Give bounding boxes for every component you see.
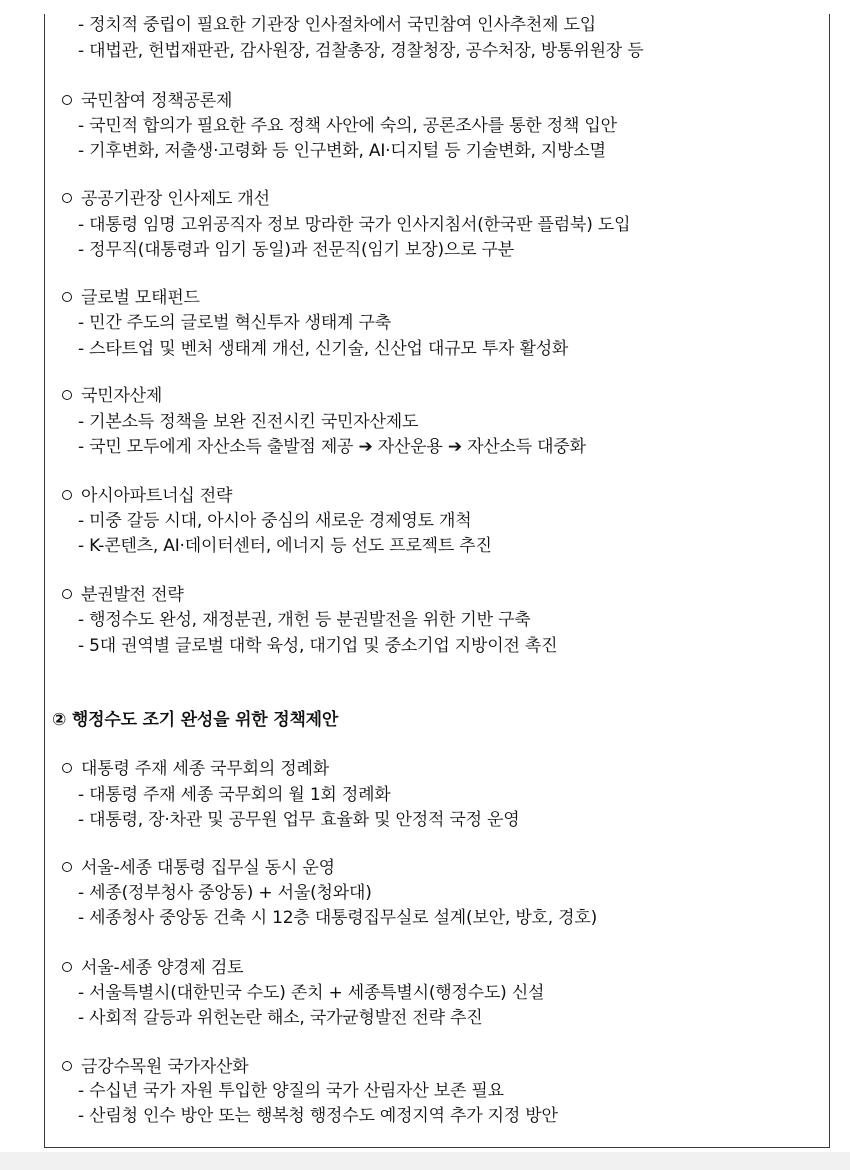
list-item: - 민간 주도의 글로벌 혁신투자 생태계 구축 [78, 313, 391, 333]
list-item: - K-콘텐츠, AI·데이터센터, 에너지 등 선도 프로젝트 추진 [78, 536, 492, 556]
bullet-heading-text: 서울-세종 양경제 검토 [81, 958, 244, 978]
list-item: - 정치적 중립이 필요한 기관장 인사절차에서 국민참여 인사추천제 도입 [78, 15, 597, 35]
list-item: - 산림청 인수 방안 또는 행복청 행정수도 예정지역 추가 지정 방안 [78, 1106, 558, 1126]
circle-bullet-icon [62, 962, 72, 972]
list-item: - 세종(정부청사 중앙동) + 서울(청와대) [78, 883, 372, 903]
bullet-heading [62, 385, 162, 407]
list-item: - 대법관, 헌법재판관, 감사원장, 검찰총장, 경찰청장, 공수처장, 방통위원장 등 [78, 41, 644, 61]
list-item: - 정무직(대통령과 임기 동일)과 전문직(임기 보장)으로 구분 [78, 240, 514, 260]
list-item: - 대통령, 장·차관 및 공무원 업무 효율화 및 안정적 국정 운영 [78, 810, 520, 830]
circle-bullet-icon [62, 490, 72, 500]
bullet-heading [62, 957, 243, 979]
bullet-heading-text: 국민참여 정책공론제 [81, 91, 233, 111]
circle-bullet-icon [62, 95, 72, 105]
bullet-heading [62, 758, 329, 780]
circle-bullet-icon [62, 589, 72, 599]
bullet-heading [62, 584, 184, 606]
circle-bullet-icon [62, 193, 72, 203]
bullet-heading [62, 485, 232, 507]
circle-bullet-icon [62, 390, 72, 400]
circle-bullet-icon [62, 1061, 72, 1071]
circle-bullet-icon [62, 763, 72, 773]
list-item: - 대통령 임명 고위공직자 정보 망라한 국가 인사지침서(한국판 플럼북) 도입 [78, 215, 631, 235]
list-item: - 국민 모두에게 자산소득 출발점 제공 ➔ 자산운용 ➔ 자산소득 대중화 [78, 437, 586, 457]
list-item: - 국민적 합의가 필요한 주요 정책 사안에 숙의, 공론조사를 통한 정책 입안 [78, 116, 617, 136]
list-item: - 대통령 주재 세종 국무회의 월 1회 정례화 [78, 785, 391, 805]
list-item: - 미중 갈등 시대, 아시아 중심의 새로운 경제영토 개척 [78, 511, 472, 531]
bullet-heading [62, 90, 232, 112]
circle-bullet-icon [62, 292, 72, 302]
bullet-heading-text: 분권발전 전략 [81, 585, 184, 605]
bullet-heading [62, 287, 200, 309]
bullet-heading [62, 1056, 248, 1078]
list-item: - 기후변화, 저출생·고령화 등 인구변화, AI·디지털 등 기술변화, 지방소멸 [78, 141, 606, 161]
list-item: - 5대 권역별 글로벌 대학 육성, 대기업 및 중소기업 지방이전 촉진 [78, 636, 558, 656]
bullet-heading-text: 글로벌 모태펀드 [81, 288, 200, 308]
list-item: - 서울특별시(대한민국 수도) 존치 + 세종특별시(행정수도) 신설 [78, 983, 545, 1003]
bullet-heading-text: 서울-세종 대통령 집무실 동시 운영 [81, 858, 335, 878]
bullet-heading-text: 국민자산제 [81, 386, 163, 406]
list-item: - 세종청사 중앙동 건축 시 12층 대통령집무실로 설계(보안, 방호, 경호) [78, 908, 598, 928]
bullet-heading [62, 857, 335, 879]
list-item: - 스타트업 및 벤처 생태계 개선, 신기술, 신산업 대규모 투자 활성화 [78, 339, 569, 359]
page-bottom-margin [0, 1152, 850, 1170]
list-item: - 수십년 국가 자원 투입한 양질의 국가 산림자산 보존 필요 [78, 1081, 504, 1101]
section-title: ② 행정수도 조기 완성을 위한 정책제안 [52, 710, 339, 730]
list-item: - 행정수도 완성, 재정분권, 개헌 등 분권발전을 위한 기반 구축 [78, 610, 531, 630]
bullet-heading-text: 대통령 주재 세종 국무회의 정례화 [81, 759, 329, 779]
list-item: - 기본소득 정책을 보완 진전시킨 국민자산제도 [78, 412, 419, 432]
bullet-heading [62, 188, 270, 210]
bullet-heading-text: 공공기관장 인사제도 개선 [81, 189, 270, 209]
bullet-heading-text: 아시아파트너십 전략 [81, 486, 233, 506]
list-item: - 사회적 갈등과 위헌논란 해소, 국가균형발전 전략 추진 [78, 1008, 483, 1028]
bullet-heading-text: 금강수목원 국가자산화 [81, 1057, 249, 1077]
circle-bullet-icon [62, 862, 72, 872]
